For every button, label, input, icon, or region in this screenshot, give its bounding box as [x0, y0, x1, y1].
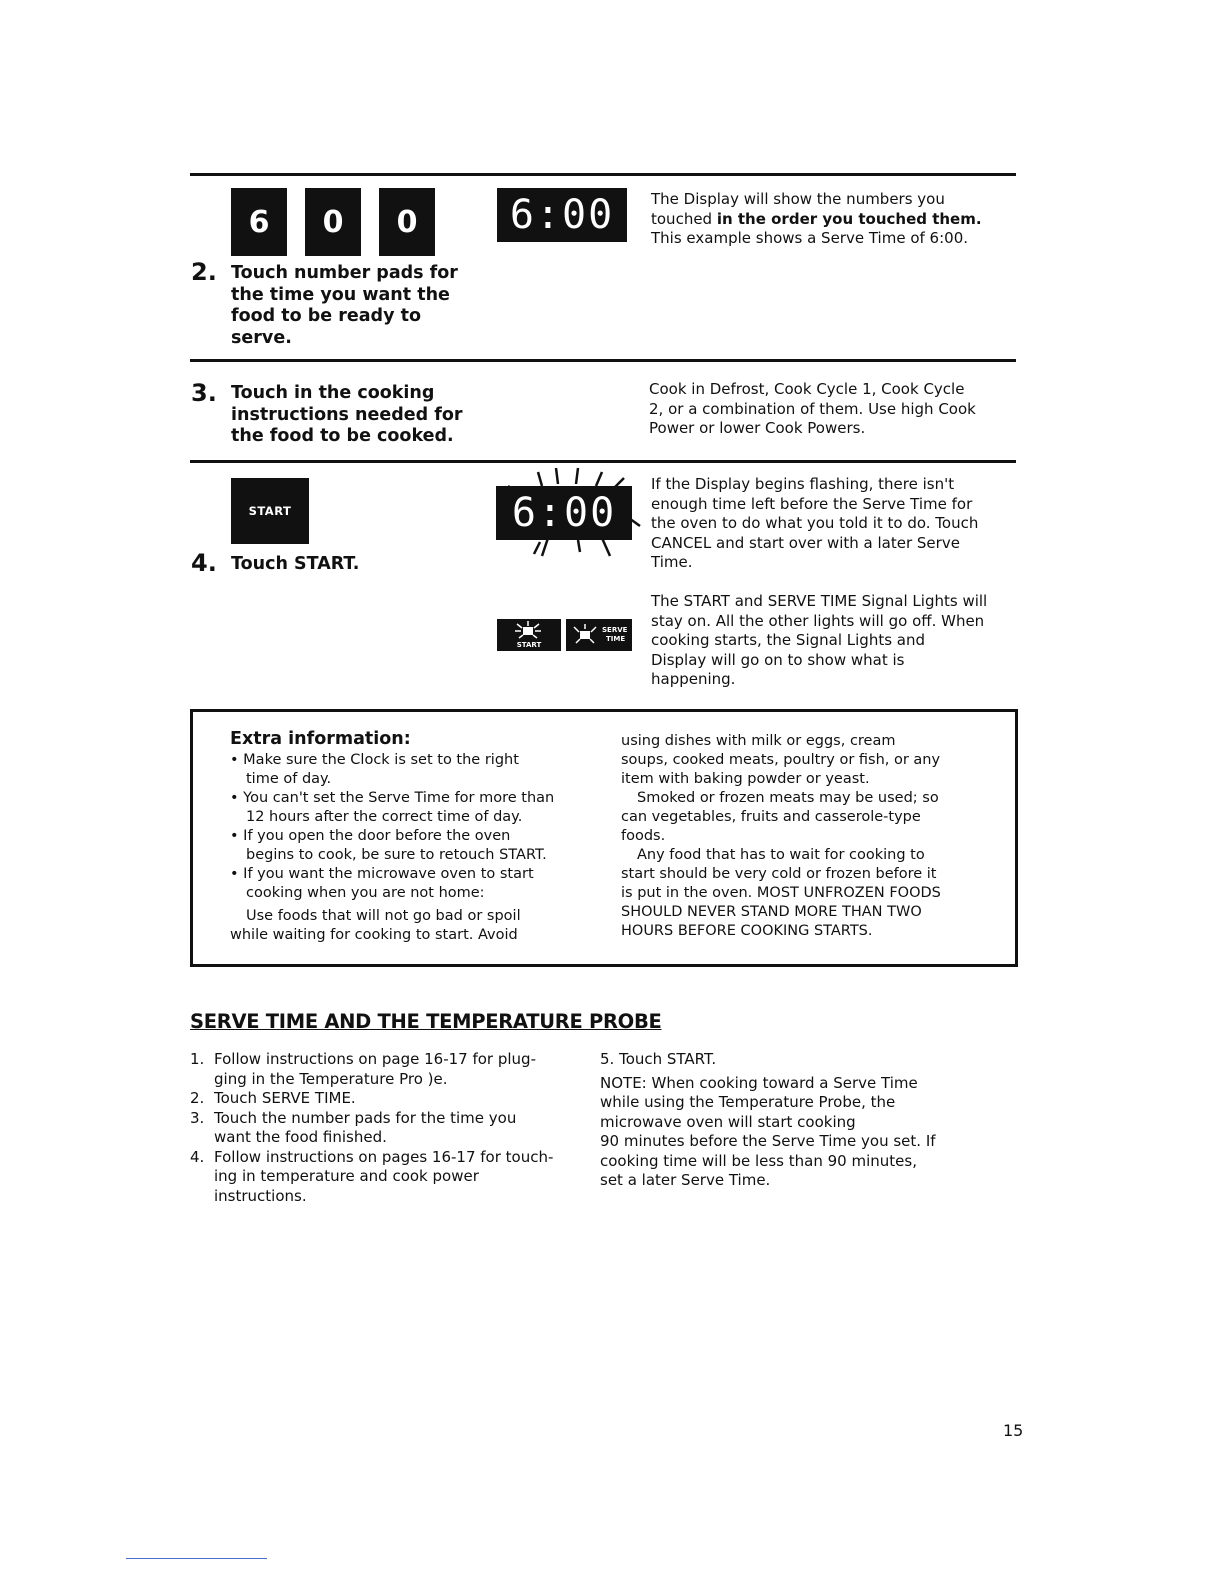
list-continuation: ging in the Temperature Pro )e.	[214, 1069, 448, 1088]
para-line: can vegetables, fruits and casserole-type	[621, 809, 921, 825]
bullet-continuation: 12 hours after the correct time of day.	[246, 809, 523, 825]
display-readout: 6:00	[511, 490, 617, 536]
number-pad-6[interactable]: 6	[231, 188, 287, 256]
desc-emphasis: in the order you touched them.	[716, 209, 982, 228]
display-readout: 6:00	[509, 192, 615, 238]
start-pad[interactable]	[231, 478, 309, 544]
step3-description	[649, 380, 1019, 439]
list-continuation: want the food finished.	[214, 1128, 387, 1146]
step2-instruction	[231, 263, 458, 349]
list-item-5: 5. Touch START.	[600, 1050, 717, 1068]
start-pad-label: START	[248, 504, 292, 518]
para-line: item with baking powder or yeast.	[621, 771, 870, 787]
note-line: while using the Temperature Probe, the	[600, 1093, 896, 1111]
start-signal-light	[497, 619, 561, 651]
bullet-item: • Make sure the Clock is set to the right	[230, 752, 519, 768]
desc-line: cooking starts, the Signal Lights and	[651, 631, 926, 649]
step4-description-signal	[651, 592, 1023, 690]
note-line: NOTE: When cooking toward a Serve Time	[600, 1073, 918, 1092]
instruction-line: the food to be cooked.	[231, 426, 454, 446]
para-line: foods.	[621, 828, 666, 844]
rule-step3	[190, 359, 1016, 362]
section-title: SERVE TIME AND THE TEMPERATURE PROBE	[190, 1010, 662, 1033]
signal-time-label: TIME	[606, 635, 626, 643]
desc-line: If the Display begins flashing, there isn't	[651, 475, 955, 493]
top-rule	[190, 173, 1016, 176]
instruction-line: Touch in the cooking	[231, 383, 435, 403]
desc-line: Display will go on to show what is	[651, 650, 905, 669]
bullet-item: • If you open the door before the oven	[230, 828, 511, 844]
instruction-line: instructions needed for	[231, 404, 463, 425]
instruction-line: food to be ready to	[231, 306, 421, 326]
list-number: 4.	[190, 1147, 205, 1166]
number-pad-0-first[interactable]: 0	[305, 188, 361, 256]
note-line: microwave oven will start cooking	[600, 1112, 856, 1131]
list-number: 1.	[190, 1050, 205, 1068]
desc-text: touched	[651, 209, 717, 228]
desc-line: happening.	[651, 670, 736, 688]
extra-right-column	[621, 732, 1006, 941]
desc-line: The START and SERVE TIME Signal Lights will	[651, 592, 988, 610]
desc-line: The Display will show the numbers you	[651, 190, 945, 208]
list-item	[190, 1109, 590, 1129]
list-number: 2.	[190, 1089, 205, 1107]
extra-information-title: Extra information:	[230, 729, 411, 749]
para-line: is put in the oven. MOST UNFROZEN FOODS	[621, 885, 941, 901]
instruction-line: Touch number pads for	[231, 263, 458, 283]
light-burst-icon	[570, 624, 600, 646]
para-line: HOURS BEFORE COOKING STARTS.	[621, 923, 873, 939]
footer-line	[126, 1558, 267, 1559]
bullet-text: If you open the door before the oven	[243, 828, 511, 844]
rule-step4	[190, 460, 1016, 463]
desc-line: Time.	[651, 553, 693, 571]
bullet-item: • If you want the microwave oven to start	[230, 866, 534, 882]
desc-line	[651, 210, 1021, 230]
list-item	[190, 1148, 590, 1168]
note-line: set a later Serve Time.	[600, 1171, 771, 1189]
bullet-text: Make sure the Clock is set to the right	[243, 752, 519, 768]
instruction-line: the time you want the	[231, 284, 450, 305]
list-text: Touch SERVE TIME.	[214, 1089, 356, 1107]
bullet-text: You can't set the Serve Time for more than	[243, 790, 555, 806]
step-number-2: 2.	[191, 258, 217, 286]
para-line: SHOULD NEVER STAND MORE THAN TWO	[621, 904, 922, 920]
list-continuation: ing in temperature and cook power	[214, 1167, 479, 1185]
para-line: Any food that has to wait for cooking to	[637, 847, 925, 863]
bullet-text: If you want the microwave oven to start	[243, 866, 534, 882]
para-line: Smoked or frozen meats may be used; so	[637, 790, 939, 806]
step3-instruction	[231, 383, 463, 448]
para-line: Use foods that will not go bad or spoil	[246, 908, 521, 924]
list-text: Follow instructions on page 16-17 for plug-	[214, 1050, 536, 1068]
flashing-display-readout	[496, 486, 632, 540]
list-continuation: instructions.	[214, 1186, 307, 1205]
desc-line: 2, or a combination of them. Use high Cook	[649, 399, 976, 418]
display-panel-step2	[497, 188, 627, 242]
step-number-4: 4.	[191, 549, 217, 577]
bullet-continuation: begins to cook, be sure to retouch START.	[246, 847, 547, 863]
list-number: 3.	[190, 1108, 205, 1127]
step-number-3: 3.	[191, 379, 217, 407]
desc-line: stay on. All the other lights will go off. When	[651, 611, 985, 630]
para-line: using dishes with milk or eggs, cream	[621, 733, 896, 749]
list-item	[190, 1050, 590, 1070]
para-line: soups, cooked meats, poultry or fish, or any	[621, 752, 941, 768]
step2-description	[651, 190, 1021, 249]
para-line: while waiting for cooking to start. Avoid	[230, 927, 518, 943]
desc-line: Power or lower Cook Powers.	[649, 419, 866, 437]
desc-line: Cook in Defrost, Cook Cycle 1, Cook Cycle	[649, 380, 965, 398]
section-list	[190, 1050, 590, 1206]
desc-line: the oven to do what you told it to do. Touch	[651, 514, 979, 532]
list-item	[190, 1089, 590, 1109]
desc-line: This example shows a Serve Time of 6:00.	[651, 229, 969, 247]
bullet-item: • You can't set the Serve Time for more than	[230, 790, 555, 806]
bullet-continuation: time of day.	[246, 771, 332, 787]
list-text: Touch the number pads for the time you	[214, 1108, 517, 1127]
step4-instruction: Touch START.	[231, 554, 360, 574]
signal-serve-label: SERVE	[602, 626, 628, 634]
extra-left-column	[230, 751, 610, 945]
page-number: 15	[1003, 1421, 1024, 1440]
list-text: Follow instructions on pages 16-17 for touch-	[214, 1147, 554, 1166]
desc-line: CANCEL and start over with a later Serve	[651, 533, 960, 552]
signal-start-label: START	[516, 641, 542, 649]
note-line: cooking time will be less than 90 minutes,	[600, 1151, 917, 1170]
para-line: start should be very cold or frozen before it	[621, 866, 937, 882]
pad-divider	[376, 188, 379, 256]
desc-line: enough time left before the Serve Time for	[651, 494, 973, 513]
section-right-column	[600, 1050, 1000, 1191]
number-pad-0-second[interactable]: 0	[379, 188, 435, 256]
instruction-line: serve.	[231, 327, 292, 348]
pad-divider	[302, 188, 305, 256]
note-line: 90 minutes before the Serve Time you set. If	[600, 1132, 936, 1150]
bullet-continuation: cooking when you are not home:	[246, 885, 485, 901]
serve-time-signal-light	[566, 619, 632, 651]
light-burst-icon	[513, 621, 543, 641]
step4-description-flashing	[651, 475, 1023, 573]
